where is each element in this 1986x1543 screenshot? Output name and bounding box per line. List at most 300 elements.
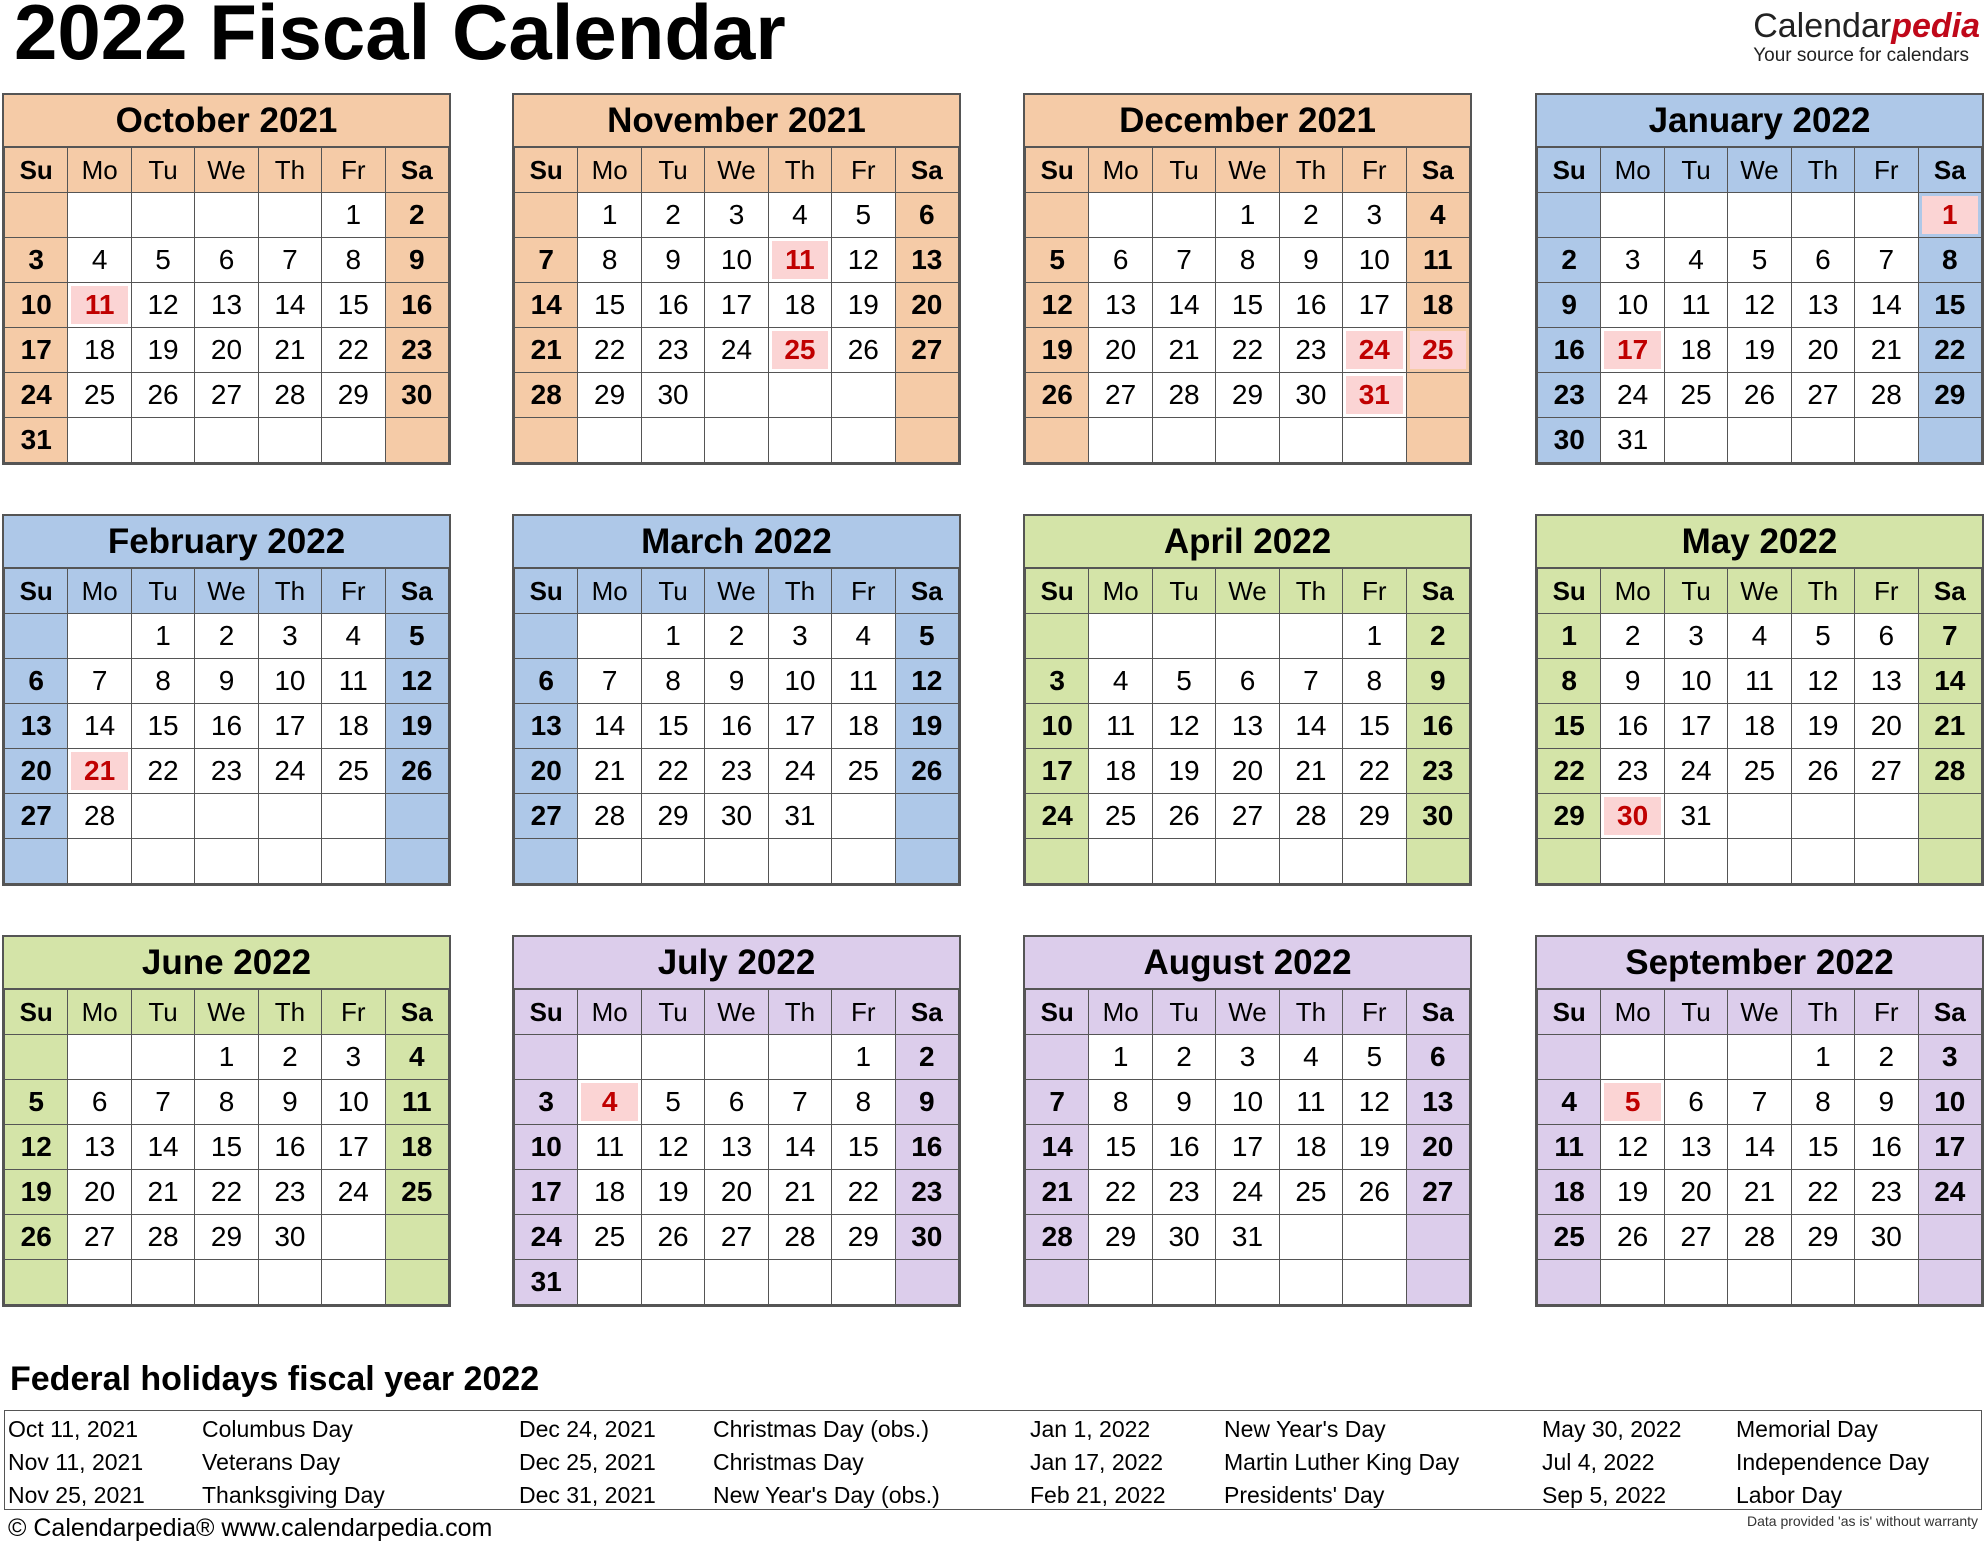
date-cell: 26 (895, 749, 958, 794)
empty-cell (641, 1260, 704, 1305)
date-cell: 2 (258, 1035, 321, 1080)
date-cell: 8 (578, 238, 641, 283)
date-cell: 1 (1791, 1035, 1854, 1080)
empty-cell (578, 418, 641, 463)
date-cell: 16 (641, 283, 704, 328)
empty-cell (641, 1035, 704, 1080)
date-cell: 15 (1791, 1125, 1854, 1170)
holiday-name: Christmas Day (obs.) (713, 1416, 929, 1442)
holiday-date-cell: 30 (1601, 794, 1664, 839)
weekday-header: Fr (832, 569, 895, 614)
date-cell: 7 (131, 1080, 194, 1125)
date-cell: 23 (705, 749, 768, 794)
weekday-header: Fr (1855, 569, 1918, 614)
date-cell: 22 (1918, 328, 1981, 373)
empty-cell (1855, 418, 1918, 463)
date-cell: 23 (385, 328, 448, 373)
date-cell: 18 (768, 283, 831, 328)
weekday-header: We (1216, 148, 1279, 193)
empty-cell (1343, 418, 1406, 463)
empty-cell (1918, 839, 1981, 884)
month-title: July 2022 (514, 937, 959, 989)
date-cell: 25 (322, 749, 385, 794)
weekday-header: Sa (895, 148, 958, 193)
page-title: 2022 Fiscal Calendar (14, 0, 786, 76)
weekday-header: Mo (1601, 148, 1664, 193)
weekday-header: Tu (1152, 569, 1215, 614)
date-cell: 10 (515, 1125, 578, 1170)
empty-cell (1855, 193, 1918, 238)
holiday-row (1542, 1446, 1929, 1479)
date-cell: 19 (5, 1170, 68, 1215)
date-cell: 3 (1216, 1035, 1279, 1080)
date-cell: 22 (641, 749, 704, 794)
date-cell: 21 (1855, 328, 1918, 373)
date-cell: 19 (131, 328, 194, 373)
empty-cell (1343, 1260, 1406, 1305)
date-cell: 25 (1089, 794, 1152, 839)
date-cell: 1 (578, 193, 641, 238)
empty-cell (195, 1260, 258, 1305)
date-cell: 13 (895, 238, 958, 283)
empty-cell (705, 373, 768, 418)
holiday-name: Memorial Day (1736, 1416, 1878, 1442)
weekday-header: Fr (1343, 569, 1406, 614)
date-cell: 1 (322, 193, 385, 238)
date-cell: 18 (1728, 704, 1791, 749)
weekday-header: Su (1538, 990, 1601, 1035)
date-cell: 1 (1343, 614, 1406, 659)
empty-cell (895, 839, 958, 884)
empty-cell (322, 1215, 385, 1260)
empty-cell (1216, 839, 1279, 884)
empty-cell (1538, 1035, 1601, 1080)
date-cell: 18 (1406, 283, 1469, 328)
date-cell: 27 (195, 373, 258, 418)
weekday-header: Su (1026, 569, 1089, 614)
holiday-date-cell: 4 (578, 1080, 641, 1125)
empty-cell (1152, 1260, 1215, 1305)
date-cell: 2 (1855, 1035, 1918, 1080)
weekday-header: Th (1279, 569, 1342, 614)
date-cell: 30 (705, 794, 768, 839)
date-cell: 9 (258, 1080, 321, 1125)
date-cell: 29 (832, 1215, 895, 1260)
brand-logo[interactable] (1753, 6, 1980, 66)
date-cell: 17 (705, 283, 768, 328)
weekday-header: Tu (641, 148, 704, 193)
date-cell: 11 (578, 1125, 641, 1170)
date-cell: 2 (385, 193, 448, 238)
date-cell: 5 (1791, 614, 1854, 659)
date-cell: 18 (68, 328, 131, 373)
date-cell: 17 (5, 328, 68, 373)
weekday-header: We (705, 148, 768, 193)
weekday-header: Su (5, 148, 68, 193)
empty-cell (1855, 1260, 1918, 1305)
empty-cell (1089, 193, 1152, 238)
empty-cell (1089, 839, 1152, 884)
month-calendar (1023, 93, 1472, 465)
empty-cell (578, 614, 641, 659)
empty-cell (1538, 1260, 1601, 1305)
date-cell: 19 (1152, 749, 1215, 794)
date-cell: 30 (1152, 1215, 1215, 1260)
holiday-row (8, 1446, 385, 1479)
month-calendar (1535, 514, 1984, 886)
empty-cell (5, 614, 68, 659)
date-cell: 20 (515, 749, 578, 794)
date-cell: 10 (1216, 1080, 1279, 1125)
empty-cell (1152, 418, 1215, 463)
date-cell: 24 (322, 1170, 385, 1215)
date-cell: 25 (832, 749, 895, 794)
date-cell: 4 (1664, 238, 1727, 283)
date-cell: 12 (1791, 659, 1854, 704)
date-cell: 22 (1343, 749, 1406, 794)
weekday-header: Mo (1089, 990, 1152, 1035)
date-cell: 13 (705, 1125, 768, 1170)
date-cell: 24 (705, 328, 768, 373)
empty-cell (68, 1035, 131, 1080)
date-cell: 25 (1728, 749, 1791, 794)
date-cell: 23 (1855, 1170, 1918, 1215)
holiday-name: Martin Luther King Day (1224, 1449, 1460, 1475)
empty-cell (1406, 1215, 1469, 1260)
date-cell: 16 (705, 704, 768, 749)
empty-cell (5, 193, 68, 238)
date-cell: 5 (131, 238, 194, 283)
holiday-date: Jan 17, 2022 (1030, 1449, 1164, 1475)
date-cell: 4 (68, 238, 131, 283)
weekday-header: Tu (641, 569, 704, 614)
date-cell: 10 (705, 238, 768, 283)
empty-cell (1406, 373, 1469, 418)
date-cell: 7 (1152, 238, 1215, 283)
date-cell: 15 (1343, 704, 1406, 749)
date-cell: 26 (1343, 1170, 1406, 1215)
brand-name: Calendarpedia (1753, 7, 1980, 45)
weekday-header: Su (515, 569, 578, 614)
date-cell: 12 (641, 1125, 704, 1170)
date-cell: 5 (1343, 1035, 1406, 1080)
date-cell: 26 (5, 1215, 68, 1260)
date-cell: 23 (895, 1170, 958, 1215)
weekday-header: Mo (578, 148, 641, 193)
month-calendar (512, 935, 961, 1307)
empty-cell (705, 1260, 768, 1305)
date-cell: 8 (131, 659, 194, 704)
holiday-row (519, 1479, 940, 1512)
date-cell: 22 (322, 328, 385, 373)
date-cell: 27 (705, 1215, 768, 1260)
empty-cell (1664, 1260, 1727, 1305)
date-cell: 4 (1279, 1035, 1342, 1080)
date-cell: 16 (1279, 283, 1342, 328)
empty-cell (1601, 1035, 1664, 1080)
empty-cell (1664, 1035, 1727, 1080)
date-cell: 3 (258, 614, 321, 659)
empty-cell (195, 193, 258, 238)
date-cell: 31 (1664, 794, 1727, 839)
holiday-date-cell: 21 (68, 749, 131, 794)
empty-cell (1728, 839, 1791, 884)
date-cell: 6 (705, 1080, 768, 1125)
date-cell: 29 (641, 794, 704, 839)
date-cell: 25 (1664, 373, 1727, 418)
empty-cell (895, 373, 958, 418)
date-cell: 7 (1279, 659, 1342, 704)
month-calendar (1023, 935, 1472, 1307)
date-cell: 6 (1855, 614, 1918, 659)
weekday-header: We (705, 569, 768, 614)
date-cell: 10 (5, 283, 68, 328)
date-cell: 3 (1601, 238, 1664, 283)
date-cell: 10 (258, 659, 321, 704)
empty-cell (1279, 839, 1342, 884)
date-cell: 18 (578, 1170, 641, 1215)
brand-tagline: Your source for calendars (1753, 45, 1970, 66)
date-cell: 18 (1279, 1125, 1342, 1170)
weekday-header: Fr (1855, 990, 1918, 1035)
weekday-header: Fr (832, 990, 895, 1035)
empty-cell (1026, 193, 1089, 238)
date-cell: 11 (322, 659, 385, 704)
empty-cell (1791, 794, 1854, 839)
date-cell: 4 (1728, 614, 1791, 659)
date-cell: 15 (1216, 283, 1279, 328)
weekday-header: We (1216, 569, 1279, 614)
date-cell: 6 (1216, 659, 1279, 704)
date-cell: 18 (1538, 1170, 1601, 1215)
date-cell: 28 (1918, 749, 1981, 794)
weekday-header: Su (515, 148, 578, 193)
weekday-header: Fr (322, 148, 385, 193)
empty-cell (1152, 839, 1215, 884)
date-cell: 14 (768, 1125, 831, 1170)
empty-cell (258, 839, 321, 884)
holiday-name: Independence Day (1736, 1449, 1930, 1475)
holiday-date: Nov 25, 2021 (8, 1482, 145, 1508)
empty-cell (895, 794, 958, 839)
date-cell: 26 (1026, 373, 1089, 418)
weekday-header: Th (1279, 990, 1342, 1035)
empty-cell (578, 839, 641, 884)
date-cell: 13 (68, 1125, 131, 1170)
empty-cell (1791, 1260, 1854, 1305)
date-cell: 18 (1089, 749, 1152, 794)
footer-copyright[interactable]: © Calendarpedia® www.calendarpedia.com (8, 1514, 493, 1542)
date-cell: 12 (131, 283, 194, 328)
date-cell: 17 (1026, 749, 1089, 794)
date-cell: 27 (5, 794, 68, 839)
weekday-header: Th (258, 569, 321, 614)
holiday-column (519, 1413, 940, 1512)
date-cell: 3 (705, 193, 768, 238)
date-cell: 25 (578, 1215, 641, 1260)
date-cell: 2 (1538, 238, 1601, 283)
holiday-name: New Year's Day (1224, 1416, 1386, 1442)
weekday-header: Mo (1601, 990, 1664, 1035)
date-cell: 22 (195, 1170, 258, 1215)
holidays-table (4, 1410, 1982, 1510)
date-cell: 21 (578, 749, 641, 794)
empty-cell (1664, 193, 1727, 238)
date-cell: 18 (385, 1125, 448, 1170)
date-cell: 1 (195, 1035, 258, 1080)
date-cell: 15 (131, 704, 194, 749)
holidays-heading: Federal holidays fiscal year 2022 (10, 1360, 540, 1398)
date-cell: 13 (1855, 659, 1918, 704)
date-cell: 17 (1664, 704, 1727, 749)
holiday-date: Feb 21, 2022 (1030, 1482, 1166, 1508)
month-title: November 2021 (514, 95, 959, 147)
weekday-header: Mo (1089, 148, 1152, 193)
date-cell: 28 (578, 794, 641, 839)
date-cell: 7 (515, 238, 578, 283)
date-cell: 26 (131, 373, 194, 418)
holiday-date-cell: 31 (1343, 373, 1406, 418)
holiday-name: Labor Day (1736, 1482, 1843, 1508)
weekday-header: Sa (385, 148, 448, 193)
date-cell: 19 (1791, 704, 1854, 749)
empty-cell (1538, 193, 1601, 238)
empty-cell (1601, 839, 1664, 884)
empty-cell (385, 1260, 448, 1305)
empty-cell (515, 1035, 578, 1080)
date-cell: 28 (515, 373, 578, 418)
date-cell: 22 (131, 749, 194, 794)
date-cell: 12 (832, 238, 895, 283)
empty-cell (641, 839, 704, 884)
weekday-header: Sa (1406, 148, 1469, 193)
date-cell: 23 (1279, 328, 1342, 373)
date-cell: 23 (195, 749, 258, 794)
date-cell: 26 (1152, 794, 1215, 839)
date-cell: 20 (1406, 1125, 1469, 1170)
holiday-row (8, 1413, 385, 1446)
empty-cell (1152, 614, 1215, 659)
empty-cell (5, 839, 68, 884)
empty-cell (385, 839, 448, 884)
empty-cell (1279, 418, 1342, 463)
date-cell: 8 (1538, 659, 1601, 704)
weekday-header: Tu (131, 569, 194, 614)
empty-cell (1216, 1260, 1279, 1305)
date-cell: 11 (1089, 704, 1152, 749)
date-cell: 8 (1216, 238, 1279, 283)
empty-cell (1728, 418, 1791, 463)
empty-cell (1089, 418, 1152, 463)
weekday-header: Tu (1664, 990, 1727, 1035)
empty-cell (578, 1035, 641, 1080)
date-cell: 20 (1791, 328, 1854, 373)
date-cell: 24 (1918, 1170, 1981, 1215)
date-cell: 5 (832, 193, 895, 238)
empty-cell (832, 794, 895, 839)
empty-cell (832, 373, 895, 418)
holiday-column (1542, 1413, 1929, 1512)
date-cell: 7 (68, 659, 131, 704)
empty-cell (1728, 193, 1791, 238)
weekday-header: Tu (1152, 148, 1215, 193)
weekday-header: Fr (1343, 148, 1406, 193)
date-cell: 15 (832, 1125, 895, 1170)
date-cell: 19 (1601, 1170, 1664, 1215)
weekday-header: We (1728, 990, 1791, 1035)
empty-cell (515, 614, 578, 659)
date-cell: 23 (258, 1170, 321, 1215)
date-cell: 8 (322, 238, 385, 283)
date-cell: 30 (1279, 373, 1342, 418)
date-cell: 21 (131, 1170, 194, 1215)
empty-cell (768, 839, 831, 884)
date-cell: 25 (1538, 1215, 1601, 1260)
empty-cell (385, 418, 448, 463)
date-cell: 9 (1152, 1080, 1215, 1125)
date-cell: 23 (641, 328, 704, 373)
empty-cell (515, 839, 578, 884)
date-cell: 1 (1538, 614, 1601, 659)
holiday-date: Jan 1, 2022 (1030, 1416, 1151, 1442)
date-cell: 19 (385, 704, 448, 749)
weekday-header: Th (258, 148, 321, 193)
weekday-header: Tu (131, 148, 194, 193)
date-cell: 2 (195, 614, 258, 659)
holiday-date-cell: 11 (768, 238, 831, 283)
date-cell: 28 (1728, 1215, 1791, 1260)
date-cell: 24 (1216, 1170, 1279, 1215)
date-cell: 13 (195, 283, 258, 328)
date-cell: 5 (1026, 238, 1089, 283)
date-cell: 29 (1538, 794, 1601, 839)
date-cell: 3 (1026, 659, 1089, 704)
date-cell: 9 (641, 238, 704, 283)
date-cell: 9 (1855, 1080, 1918, 1125)
weekday-header: Sa (1918, 569, 1981, 614)
holiday-date: May 30, 2022 (1542, 1416, 1682, 1442)
empty-cell (1026, 614, 1089, 659)
weekday-header: Sa (1918, 990, 1981, 1035)
month-calendar (1023, 514, 1472, 886)
date-cell: 16 (195, 704, 258, 749)
weekday-header: Su (5, 990, 68, 1035)
date-cell: 31 (1216, 1215, 1279, 1260)
month-title: February 2022 (4, 516, 449, 568)
date-cell: 28 (768, 1215, 831, 1260)
date-cell: 3 (322, 1035, 385, 1080)
date-cell: 9 (1601, 659, 1664, 704)
date-cell: 29 (1918, 373, 1981, 418)
date-cell: 12 (1728, 283, 1791, 328)
date-cell: 24 (5, 373, 68, 418)
date-cell: 22 (1089, 1170, 1152, 1215)
date-cell: 9 (1279, 238, 1342, 283)
empty-cell (195, 418, 258, 463)
weekday-header: Mo (578, 569, 641, 614)
month-title: May 2022 (1537, 516, 1982, 568)
empty-cell (1279, 1215, 1342, 1260)
empty-cell (1026, 418, 1089, 463)
month-calendar (2, 93, 451, 465)
weekday-header: Th (768, 569, 831, 614)
date-cell: 12 (385, 659, 448, 704)
date-cell: 11 (1538, 1125, 1601, 1170)
weekday-header: Sa (895, 990, 958, 1035)
date-cell: 20 (1216, 749, 1279, 794)
empty-cell (1855, 839, 1918, 884)
empty-cell (832, 839, 895, 884)
